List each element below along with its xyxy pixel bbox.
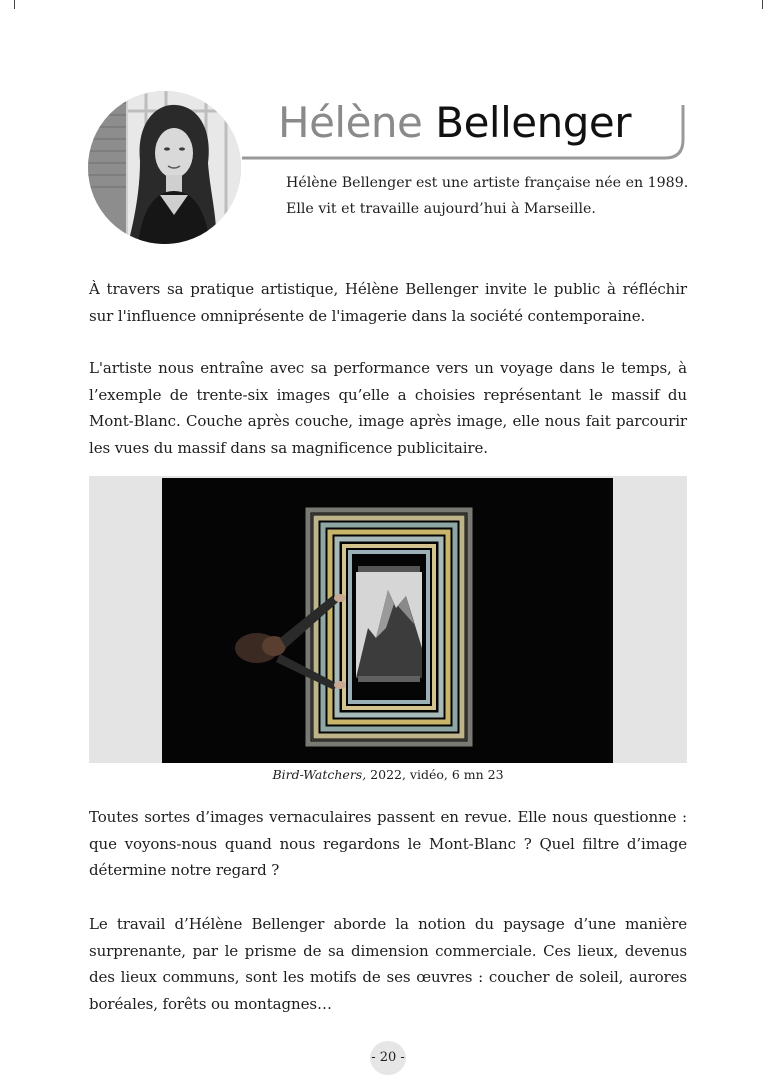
paragraph-3: Toutes sortes d’images vernaculaires passent en revue. Elle nous questionne : que voyons-nous quand nous regardons le Mont-Blanc ? Quel filtre d’image détermine notre regard ? <box>89 808 687 879</box>
figure-caption <box>89 766 687 784</box>
artist-portrait <box>88 91 241 244</box>
caption-title: Bird-Watchers, <box>272 767 367 782</box>
caption-details: 2022, vidéo, 6 mn 23 <box>366 767 504 782</box>
paragraph-2: L'artiste nous entraîne avec sa performance vers un voyage dans le temps, à l’exemple de trente-six images qu’elle a choisies représentant le massif du Mont-Blanc. Couche après couche, image après image, elle nous fait parcourir les vues du massif dans sa magnificence publicitaire. <box>89 359 687 457</box>
artwork-illustration <box>162 478 613 763</box>
page-number: - 20 - <box>370 1041 406 1075</box>
paragraph-4: Le travail d’Hélène Bellenger aborde la notion du paysage d’une manière surprenante, par le prisme de sa dimension commerciale. Ces lieux, devenus des lieux communs, sont les motifs de ses œuvres : coucher de soleil, aurores boréales, forêts ou montagnes… <box>89 915 687 1013</box>
crop-mark-right <box>762 0 763 9</box>
intro-line-2: Elle vit et travaille aujourd’hui à Marseille. <box>286 201 596 217</box>
paragraph-1: À travers sa pratique artistique, Hélène Bellenger invite le public à réfléchir sur l'influence omniprésente de l'imagerie dans la société contemporaine. <box>89 280 687 325</box>
artist-intro <box>286 170 696 222</box>
artist-first-name: Hélène <box>278 98 423 147</box>
artwork-photo <box>162 478 613 763</box>
crop-mark-left <box>14 0 15 9</box>
intro-line-1: Hélène Bellenger est une artiste française née en 1989. <box>286 175 689 191</box>
portrait-photo <box>88 91 241 244</box>
artwork-figure <box>89 476 687 763</box>
heading-bracket-line <box>240 103 688 161</box>
artist-last-name: Bellenger <box>435 98 631 147</box>
